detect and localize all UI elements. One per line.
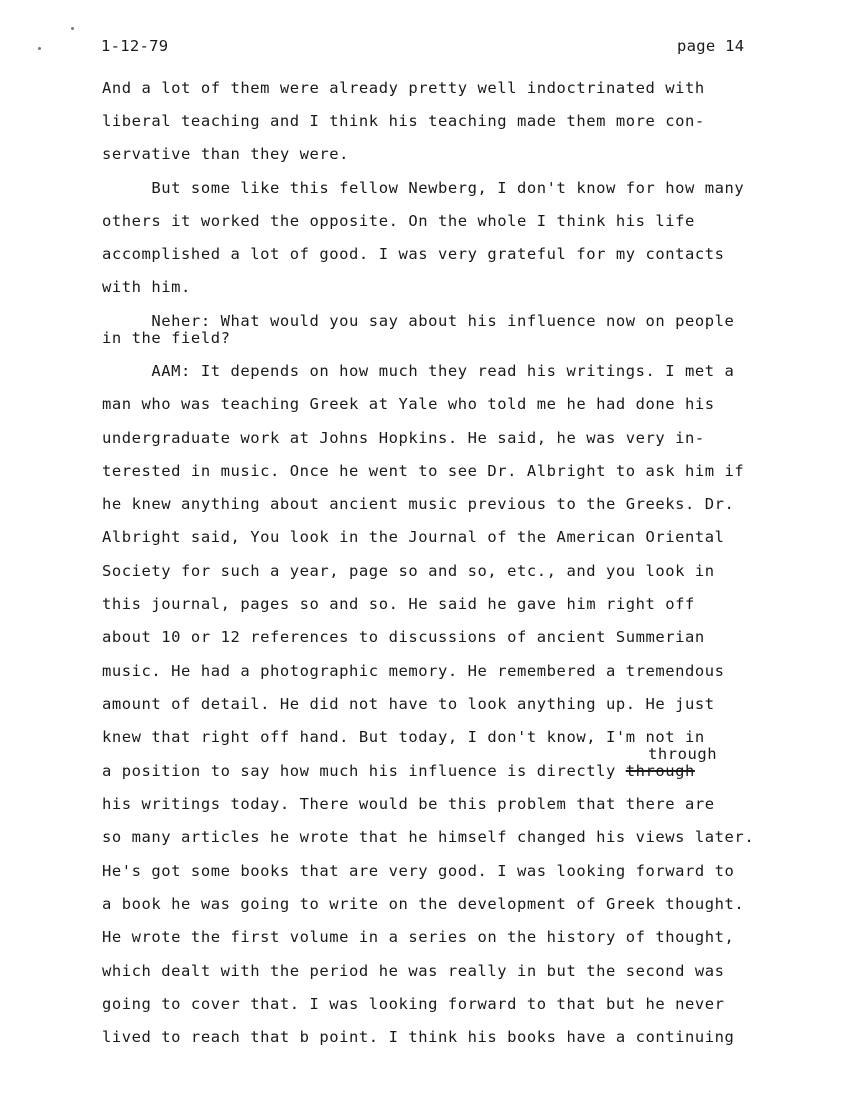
text-line: a book he was going to write on the development of Greek thought.	[102, 895, 745, 913]
text-line: about 10 or 12 references to discussions of ancient Summerian	[102, 628, 705, 646]
text-line: others it worked the opposite. On the whole I think his life	[102, 212, 695, 230]
text-line: lived to reach that b point. I think his books have a continuing	[102, 1028, 735, 1046]
scan-speck	[38, 47, 41, 50]
text-line: so many articles he wrote that he himself changed his views later.	[102, 828, 755, 846]
page-date: 1-12-79	[101, 37, 169, 55]
text-line: He wrote the first volume in a series on the history of thought,	[102, 928, 735, 946]
text-line: accomplished a lot of good. I was very grateful for my contacts	[102, 245, 725, 263]
text-line: his writings today. There would be this problem that there are	[102, 795, 715, 813]
text-line-with-correction	[102, 761, 695, 781]
text-line: He's got some books that are very good. I was looking forward to	[102, 862, 735, 880]
text-line: with him.	[102, 278, 191, 296]
text-line: in the field?	[102, 329, 231, 347]
interlinear-insertion: through	[648, 745, 718, 763]
text-line: terested in music. Once he went to see Dr. Albright to ask him if	[102, 462, 745, 480]
text-line: undergraduate work at Johns Hopkins. He said, he was very in-	[102, 429, 705, 447]
text-line: liberal teaching and I think his teaching made them more con-	[102, 112, 705, 130]
text-line: which dealt with the period he was really in but the second was	[102, 962, 725, 980]
text-line: But some like this fellow Newberg, I don't know for how many	[102, 179, 745, 197]
text-line: And a lot of them were already pretty well indoctrinated with	[102, 79, 705, 97]
text-line: Neher: What would you say about his influence now on people	[102, 312, 735, 330]
text-line: Society for such a year, page so and so, etc., and you look in	[102, 562, 715, 580]
text-line: servative than they were.	[102, 145, 350, 163]
page-number: page 14	[677, 37, 745, 55]
text-line: going to cover that. I was looking forward to that but he never	[102, 995, 725, 1013]
text-line: music. He had a photographic memory. He remembered a tremendous	[102, 662, 725, 680]
text-line: this journal, pages so and so. He said he gave him right off	[102, 595, 695, 613]
text-line: AAM: It depends on how much they read his writings. I met a	[102, 362, 735, 380]
text-line: knew that right off hand. But today, I don't know, I'm not in	[102, 728, 705, 746]
scan-speck	[71, 27, 74, 30]
struck-word: through	[625, 762, 695, 780]
text-line: a position to say how much his influence is directly	[102, 762, 626, 780]
text-line: Albright said, You look in the Journal of the American Oriental	[102, 528, 725, 546]
text-line: amount of detail. He did not have to look anything up. He just	[102, 695, 715, 713]
text-line: man who was teaching Greek at Yale who told me he had done his	[102, 395, 715, 413]
text-line: he knew anything about ancient music previous to the Greeks. Dr.	[102, 495, 735, 513]
